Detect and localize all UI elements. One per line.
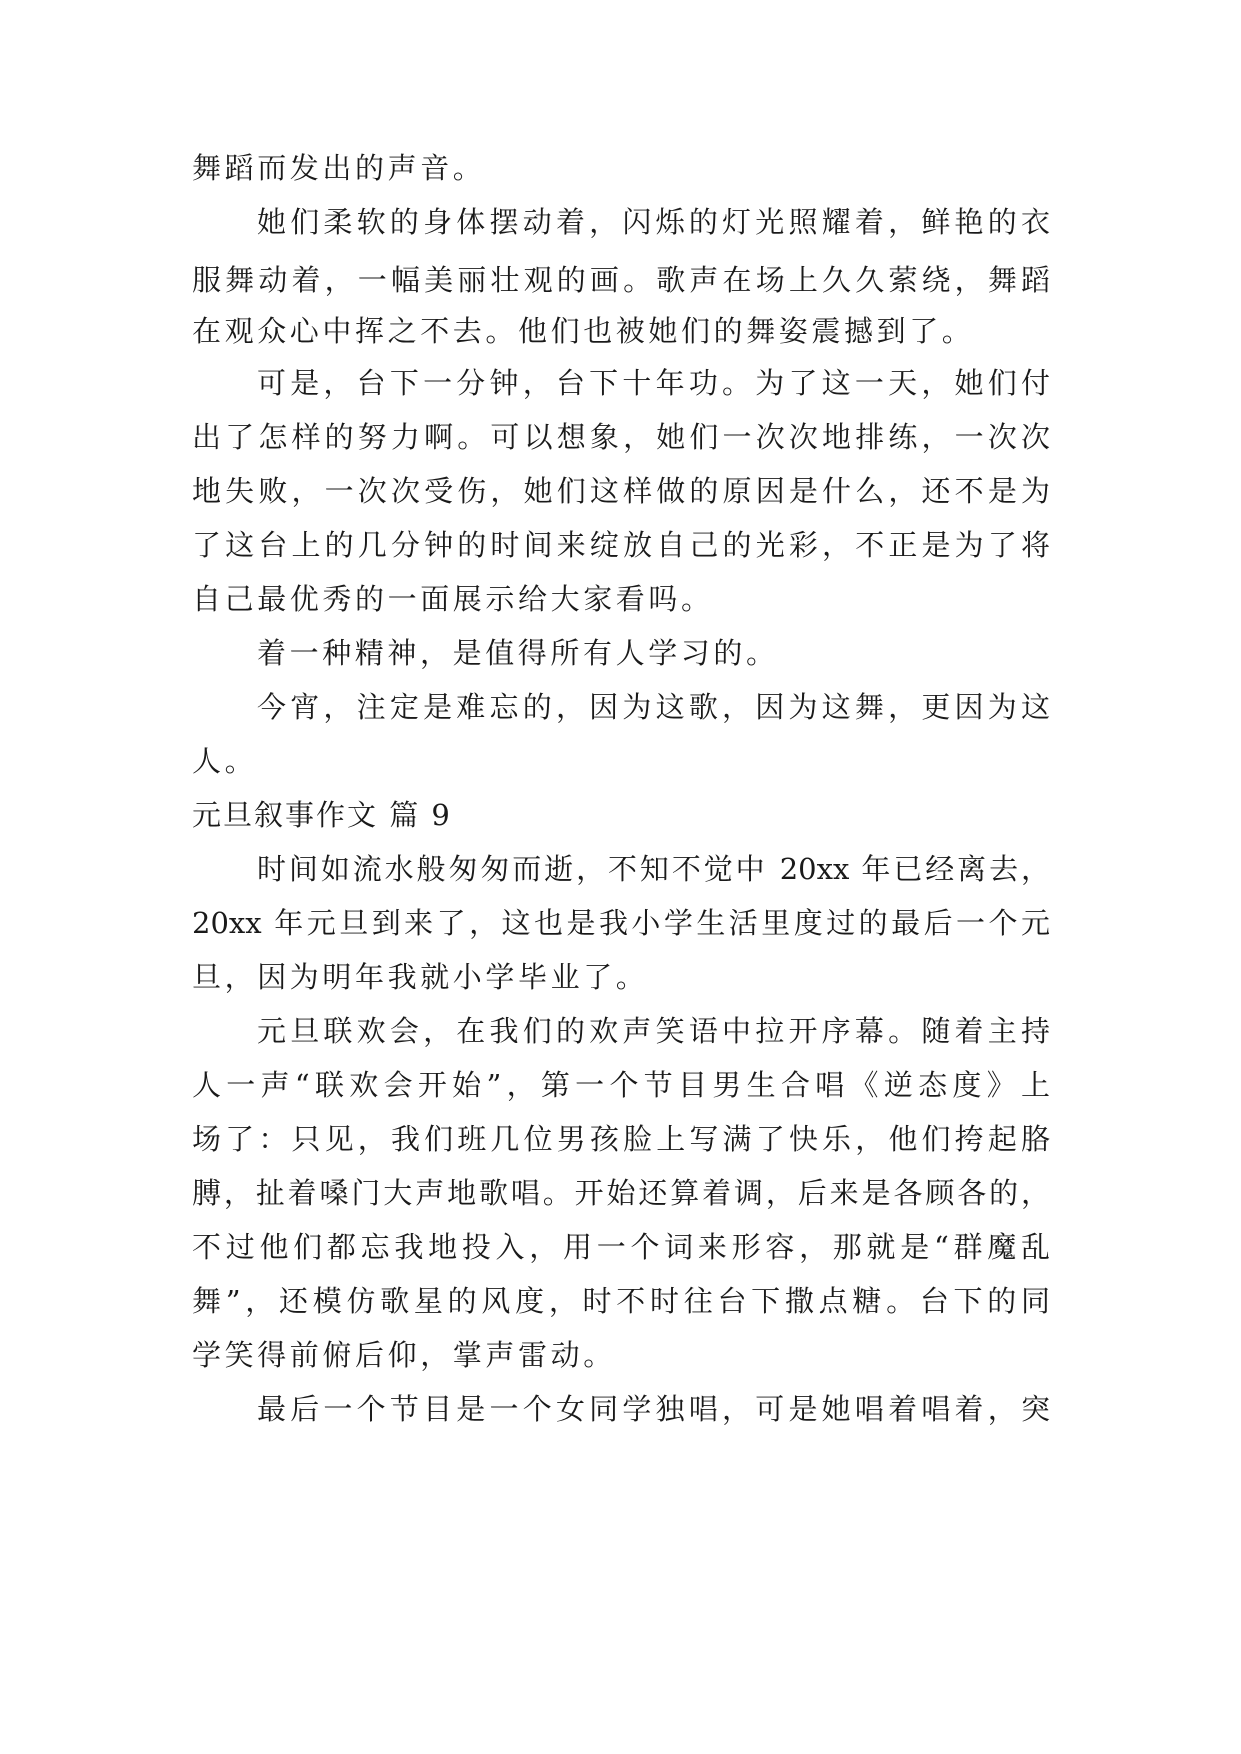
paragraph-line: 可是，台下一分钟，台下十年功。为了这一天，她们付 [257,366,1050,400]
paragraph-line: 舞”，还模仿歌星的风度，时不时往台下撒点糖。台下的同 [192,1284,1050,1318]
paragraph-line: 舞蹈而发出的声音。 [192,151,486,185]
paragraph-line: 在观众心中挥之不去。他们也被她们的舞姿震撼到了。 [192,314,975,348]
paragraph-line: 人。 [192,744,258,778]
paragraph-line: 膊，扯着嗓门大声地歌唱。开始还算着调，后来是各顾各的， [192,1176,1050,1210]
paragraph-line: 地失败，一次次受伤，她们这样做的原因是什么，还不是为 [192,474,1050,508]
paragraph-line: 元旦联欢会，在我们的欢声笑语中拉开序幕。随着主持 [257,1014,1050,1048]
paragraph-line: 最后一个节目是一个女同学独唱，可是她唱着唱着，突 [257,1392,1050,1426]
paragraph-line: 不过他们都忘我地投入，用一个词来形容，那就是“群魔乱 [192,1230,1050,1264]
paragraph-line: 旦，因为明年我就小学毕业了。 [192,960,649,994]
paragraph-line: 场了：只见，我们班几位男孩脸上写满了快乐，他们挎起胳 [192,1122,1050,1156]
paragraph-line: 时间如流水般匆匆而逝，不知不觉中 20xx 年已经离去， [257,852,1050,886]
paragraph-line: 了这台上的几分钟的时间来绽放自己的光彩，不正是为了将 [192,528,1050,562]
paragraph-line: 她们柔软的身体摆动着，闪烁的灯光照耀着，鲜艳的衣 [257,205,1050,239]
paragraph-line: 着一种精神，是值得所有人学习的。 [257,636,779,670]
paragraph-line: 学笑得前俯后仰，掌声雷动。 [192,1338,616,1372]
paragraph-line: 今宵，注定是难忘的，因为这歌，因为这舞，更因为这 [257,690,1050,724]
paragraph-line: 自己最优秀的一面展示给大家看吗。 [192,582,714,616]
section-heading: 元旦叙事作文 篇 9 [192,798,452,832]
paragraph-line: 出了怎样的努力啊。可以想象，她们一次次地排练，一次次 [192,420,1050,454]
paragraph-line: 人一声“联欢会开始”，第一个节目男生合唱《逆态度》上 [192,1068,1050,1102]
paragraph-line: 20xx 年元旦到来了，这也是我小学生活里度过的最后一个元 [192,906,1050,940]
paragraph-line: 服舞动着，一幅美丽壮观的画。歌声在场上久久萦绕，舞蹈 [192,263,1050,297]
